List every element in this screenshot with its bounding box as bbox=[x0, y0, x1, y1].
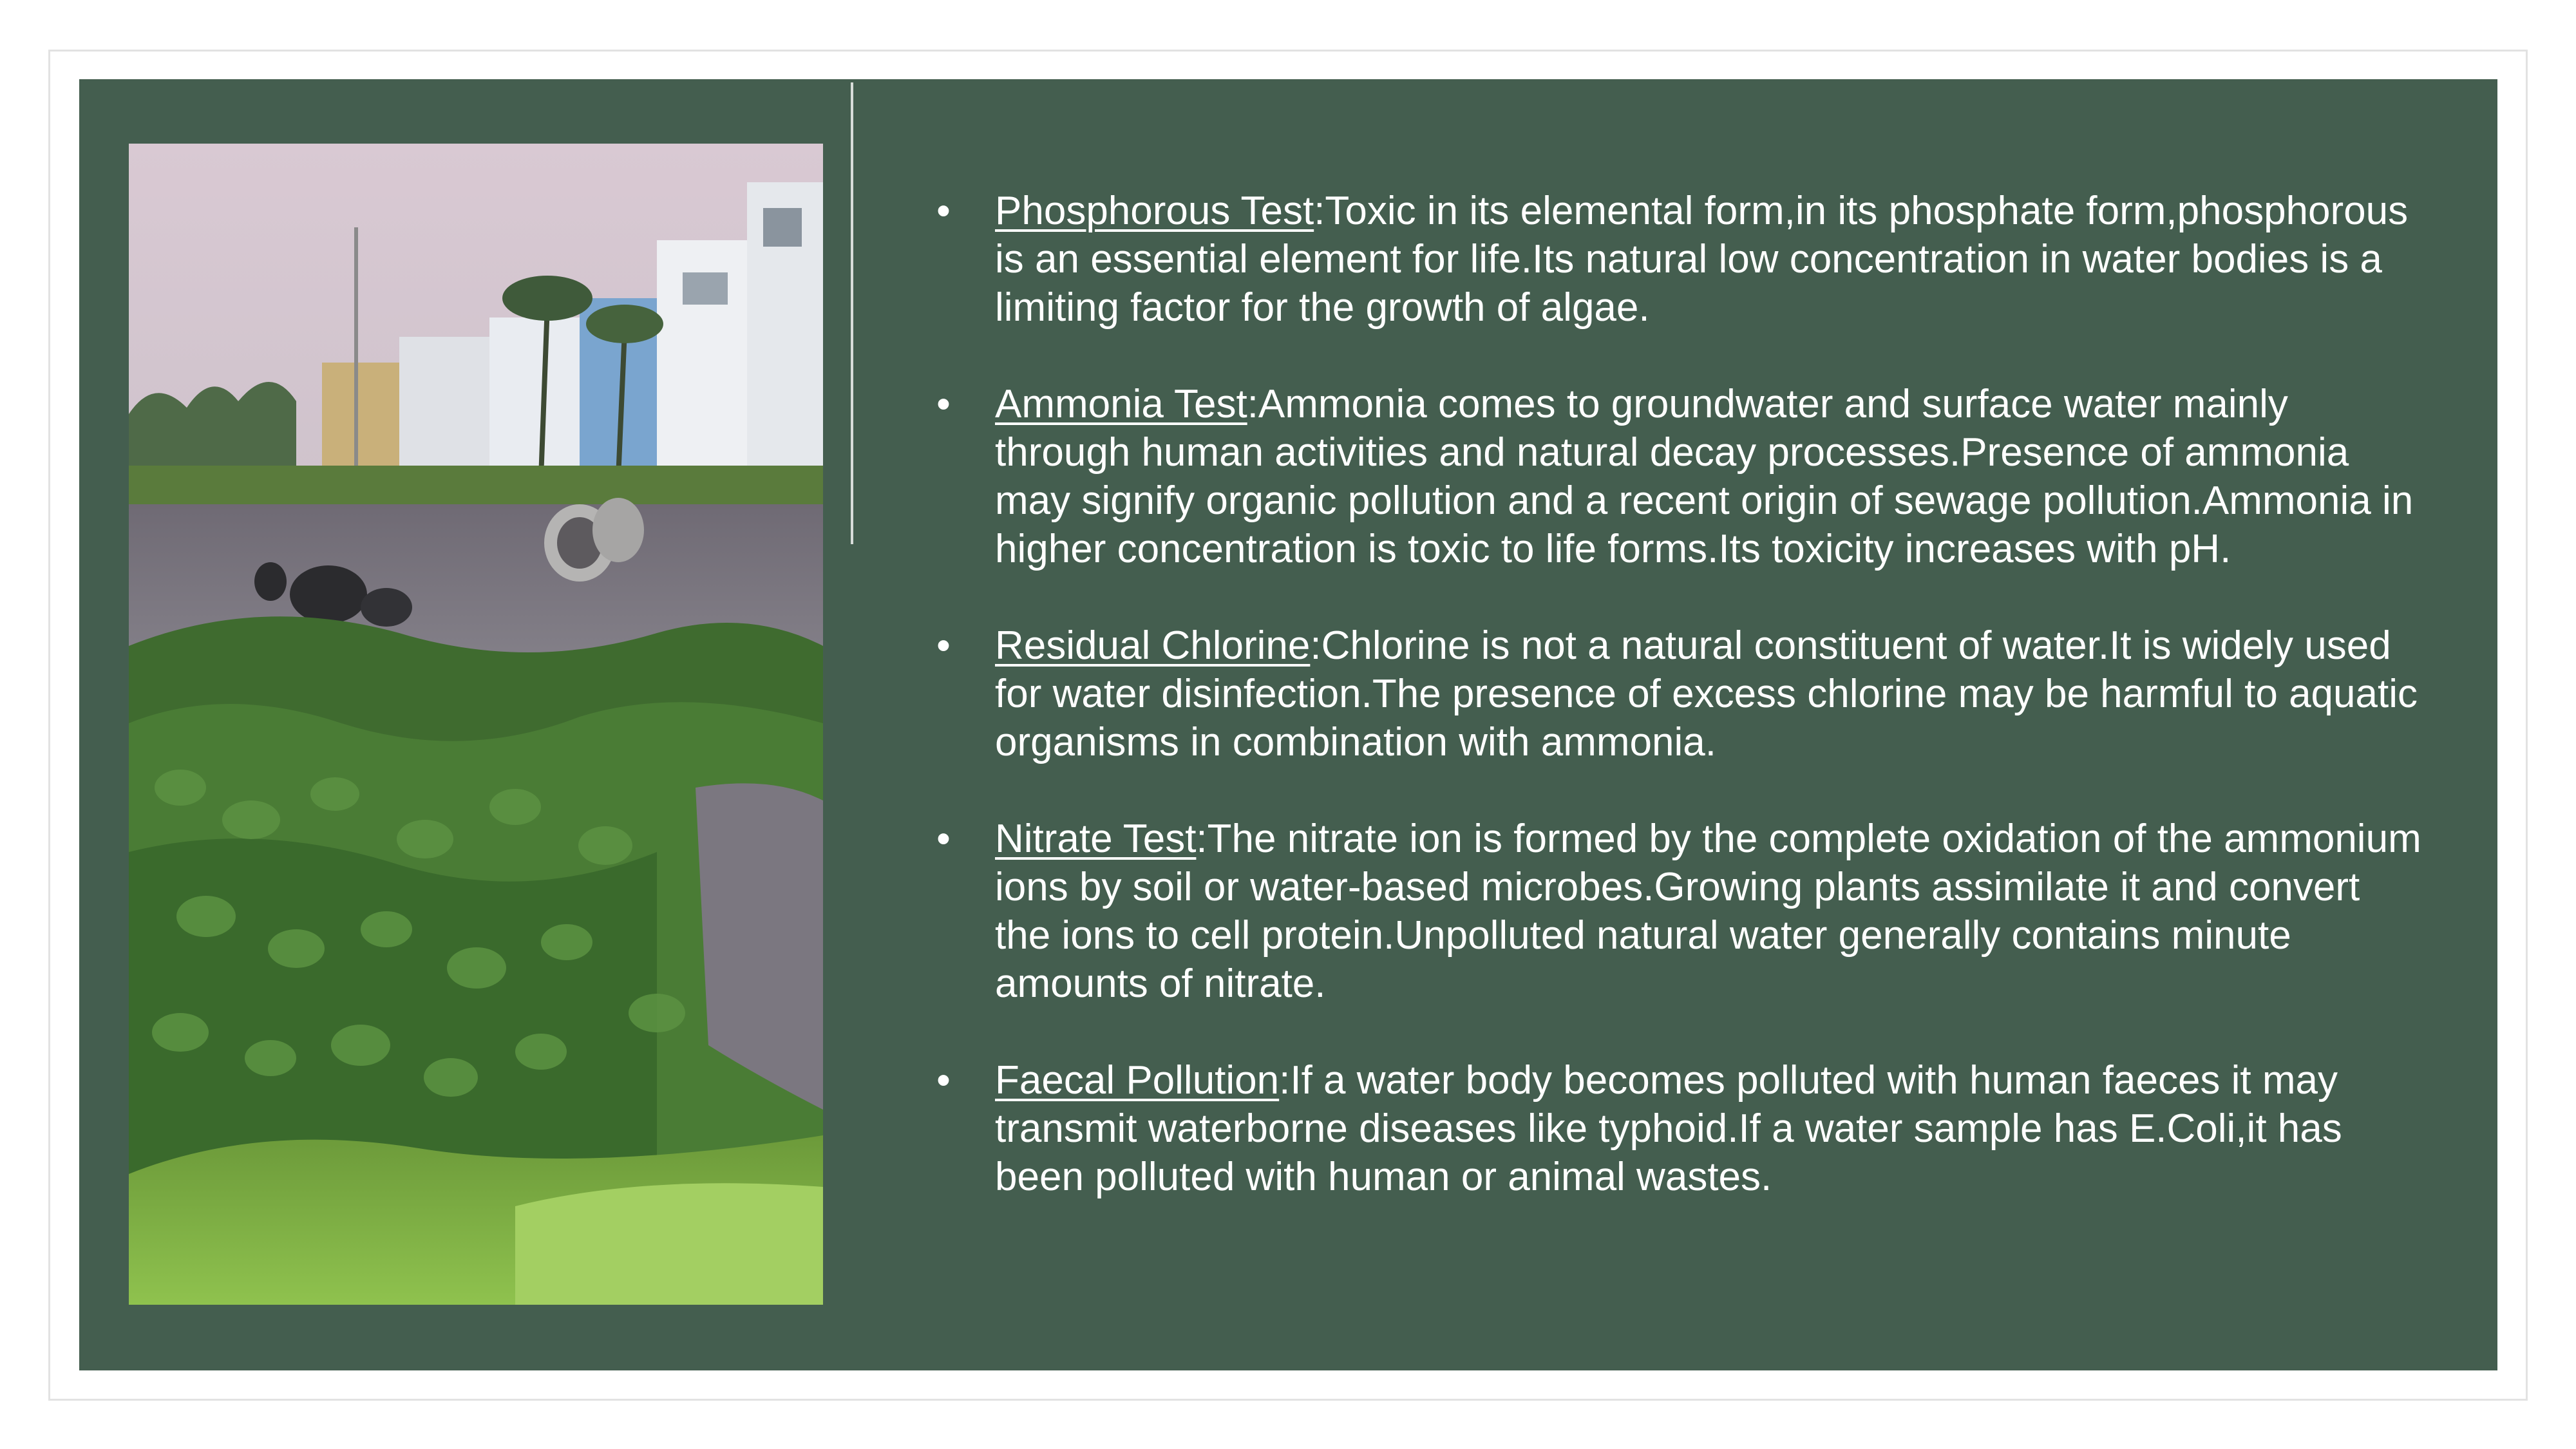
vertical-divider bbox=[851, 82, 853, 544]
bullet-nitrate-test bbox=[931, 815, 2425, 1008]
river-photo bbox=[129, 144, 823, 1305]
bullet-term: Residual Chlorine bbox=[995, 623, 1311, 668]
bullet-list bbox=[931, 187, 2425, 1201]
bullet-faecal-pollution bbox=[931, 1056, 2425, 1201]
bullet-term: Phosphorous Test bbox=[995, 189, 1314, 233]
bullet-residual-chlorine bbox=[931, 621, 2425, 766]
bullet-icon: • bbox=[936, 623, 951, 668]
bullet-phosphorous-test bbox=[931, 187, 2425, 332]
bullet-term: Nitrate Test bbox=[995, 817, 1197, 861]
bullet-text: :Chlorine is not a natural constituent of water.It is widely used for water disinfection.The presence of excess chlorine may be harmful to aquatic organisms in combination with ammonia. bbox=[995, 623, 2418, 764]
bullet-text: :Toxic in its elemental form,in its phosphate form,phosphorous is an essential element for life.Its natural low concentration in water bodies is a limiting factor for the growth of algae. bbox=[995, 189, 2409, 330]
bullet-icon: • bbox=[936, 1058, 951, 1103]
bullet-text: :Ammonia comes to groundwater and surface water mainly through human activities and natural decay processes.Presence of ammonia may signify organic pollution and a recent origin of sewage pollution.Ammonia in higher concentration is toxic to life forms.Its toxicity increases with pH. bbox=[995, 382, 2414, 571]
river-photo-illustration bbox=[129, 144, 823, 1305]
bullet-icon: • bbox=[936, 382, 951, 426]
slide-content bbox=[931, 187, 2425, 1249]
bullet-ammonia-test bbox=[931, 380, 2425, 573]
bullet-icon: • bbox=[936, 817, 951, 861]
bullet-text: :The nitrate ion is formed by the complete oxidation of the ammonium ions by soil or water-based microbes.Growing plants assimilate it and convert the ions to cell protein.Unpolluted natural water generally contains minute amounts of nitrate. bbox=[995, 817, 2421, 1006]
bullet-text: :If a water body becomes polluted with human faeces it may transmit waterborne diseases like typhoid.If a water sample has E.Coli,it has been polluted with human or animal wastes. bbox=[995, 1058, 2342, 1199]
bullet-icon: • bbox=[936, 189, 951, 233]
bullet-term: Faecal Pollution bbox=[995, 1058, 1280, 1103]
bullet-term: Ammonia Test bbox=[995, 382, 1247, 426]
